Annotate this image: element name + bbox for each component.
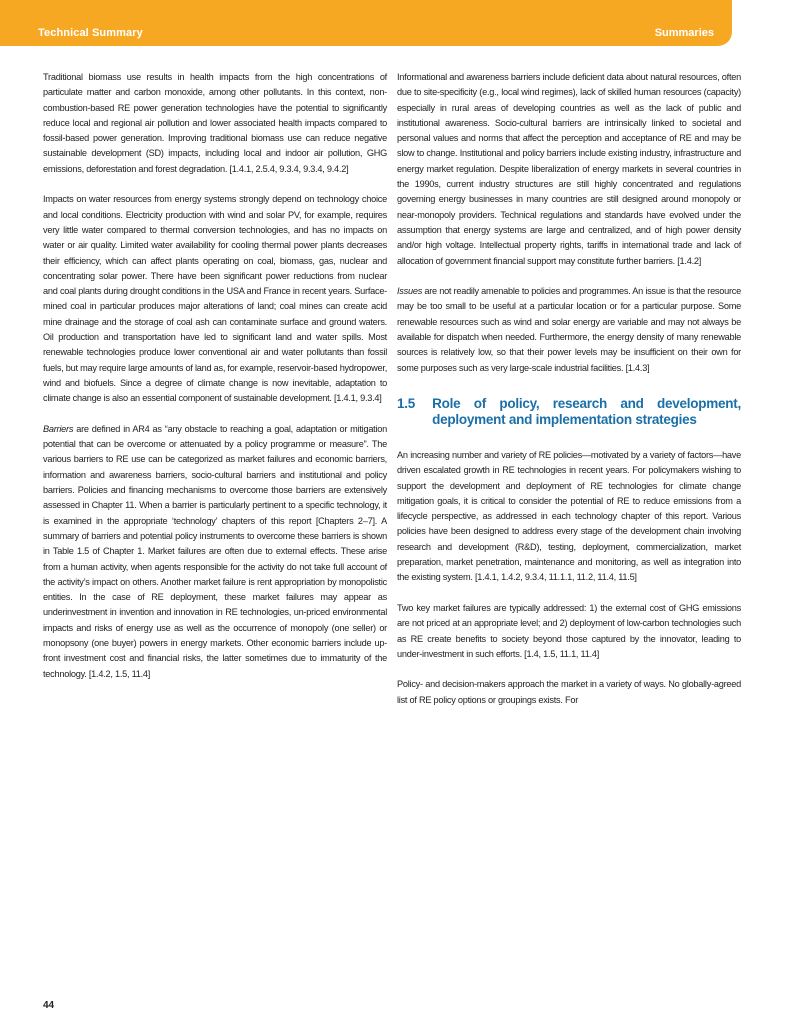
header-chapter-label: Summaries [654,27,714,39]
page-number: 44 [43,1000,55,1011]
issues-text: are not readily amenable to policies and programmes. An issue is that the resource may be too small to be useful at a particular location or for a particular purpose. Some renewable resources such as wind and solar energy are variable and may not always be available for dispatch when needed. Furthermore, the energy density of many renewable sources is relatively low, so that their power levels may be insufficient on their own for some purposes such as very large-scale industrial facilities. [1.4.3] [397,286,741,373]
issues-term: Issues [397,286,423,297]
section-heading [397,396,741,428]
left-column [43,70,387,697]
paragraph-market-failures: Two key market failures are typically addressed: 1) the external cost of GHG emissions are not priced at an appropriate level; and 2) deployment of low-carbon technologies such as RE create benefits to society beyond those captured by the innovator, leading to under-investment in such efforts. [1.4, 1.5, 11.1, 11.4] [397,602,741,659]
paragraph-informational-barriers: Informational and awareness barriers include deficient data about natural resources, often due to site-specificity (e.g., local wind regimes), lack of skilled human resources (capacity) especially in rural areas of developing countries as well as the lack of public and institutional awareness. Socio-cultural barriers are intrinsically linked to societal and personal values and norms that affect the perception and acceptance of RE and may be slow to change. Institutional and policy barriers include existing industry, infrastructure and energy market regulation. Despite liberalization of energy markets in several countries in the 1990s, current industry structures are still highly concentrated and regulations governing energy businesses in many countries are still designed around monopoly or near-monopoly providers. Technical regulations and standards have evolved under the assumption that energy systems are large and centralized, and of high power density and/or high voltage. Intellectual property rights, tariffs in international trade and lack of allocation of government financial support may constitute further barriers. [1.4.2] [397,72,741,266]
right-column [397,70,741,723]
paragraph-biomass-health: Traditional biomass use results in health impacts from the high concentrations of particulate matter and carbon monoxide, among other pollutants. In this context, non-combustion-based RE power generation technologies have the potential to significantly reduce local and regional air pollution and lower associated health impacts compared to fossil-based power generation. Improving traditional biomass use can reduce negative sustainable development (SD) impacts, including local and indoor air pollution, GHG emissions, deforestation and forest degradation. [1.4.1, 2.5.4, 9.3.4, 9.3.4, 9.4.2] [43,72,387,174]
paragraph-barriers [43,422,387,682]
paragraph-policy-approaches: Policy- and decision-makers approach the market in a variety of ways. No globally-agreed list of RE policy options or groupings exists. For [397,679,741,705]
barriers-term: Barriers [43,423,74,434]
section-number: 1.5 [397,395,416,411]
barriers-text: are defined in AR4 as “any obstacle to reaching a goal, adaptation or mitigation potential that can be overcome or attenuated by a policy programme or measure”. The various barriers to RE use can be categorized as market failures and economic barriers, information and awareness barriers, socio-cultural barriers and institutional and policy barriers. Policies and financing mechanisms to overcome those barriers are extensively assessed in Chapter 11. When a barrier is particularly pertinent to a specific technology, it is examined in the appropriate ‘technology’ chapters of this report [Chapters 2–7]. A summary of barriers and potential policy instruments to overcome these barriers is shown in Table 1.5 of Chapter 1. Market failures are often due to external effects. These arise from a human activity, when agents responsible for the activity do not take full account of the activity’s impact on others. Another market failure is rent appropriation by monopolistic entities. In the case of RE deployment, these market failures may appear as underinvestment in invention and innovation in RE technologies, un-priced environmental impacts and risks of energy use as well as the occurrence of monopoly (one seller) or monopsony (one buyer) powers in energy markets. Other economic barriers include up-front investment cost and financial risks, the latter sometimes due to immaturity of the technology. [1.4.2, 1.5, 11.4] [43,423,387,679]
paragraph-re-policies: An increasing number and variety of RE policies—motivated by a variety of factors—have driven escalated growth in RE technologies in recent years. For policymakers wishing to support the development and deployment of RE technologies for climate change mitigation goals, it is critical to consider the potential of RE to reduce emissions from a lifecycle perspective, as addressed in each technology chapter of this report. Various policies have been designed to address every stage of the development chain involving research and development (R&D), testing, deployment, commercialization, market preparation, market penetration, maintenance and monitoring, as well as integration into the existing system. [1.4.1, 1.4.2, 9.3.4, 11.1.1, 11.2, 11.4, 11.5] [397,449,741,583]
paragraph-issues [397,284,741,376]
header-bar [0,0,732,46]
section-title: Role of policy, research and development, deployment and implementation strategies [432,395,741,427]
paragraph-water-impacts: Impacts on water resources from energy systems strongly depend on technology choice and local conditions. Electricity production with wind and solar PV, for example, requires very little water compared to thermal conversion technologies, and has no impacts on water or air quality. Limited water availability for cooling thermal power plants decreases their efficiency, which can affect plants operating on coal, biomass, gas, nuclear and concentrating solar power. There have been significant power reductions from nuclear and coal plants during drought conditions in the USA and France in recent years. Surface-mined coal in particular produces major alterations of land; coal mines can create acid mine drainage and the storage of coal ash can contaminate surface and ground waters. Oil production and transportation have led to significant land and water spills. Most renewable technologies produce lower conventional air and water pollutants than fossil fuels, but may require large amounts of land as, for example, reservoir-based hydropower, wind and biofuels. Since a degree of climate change is now inevitable, adaptation to climate change is also an essential component of sustainable development. [1.4.1, 9.3.4] [43,194,387,404]
header-section-title: Technical Summary [38,27,143,39]
